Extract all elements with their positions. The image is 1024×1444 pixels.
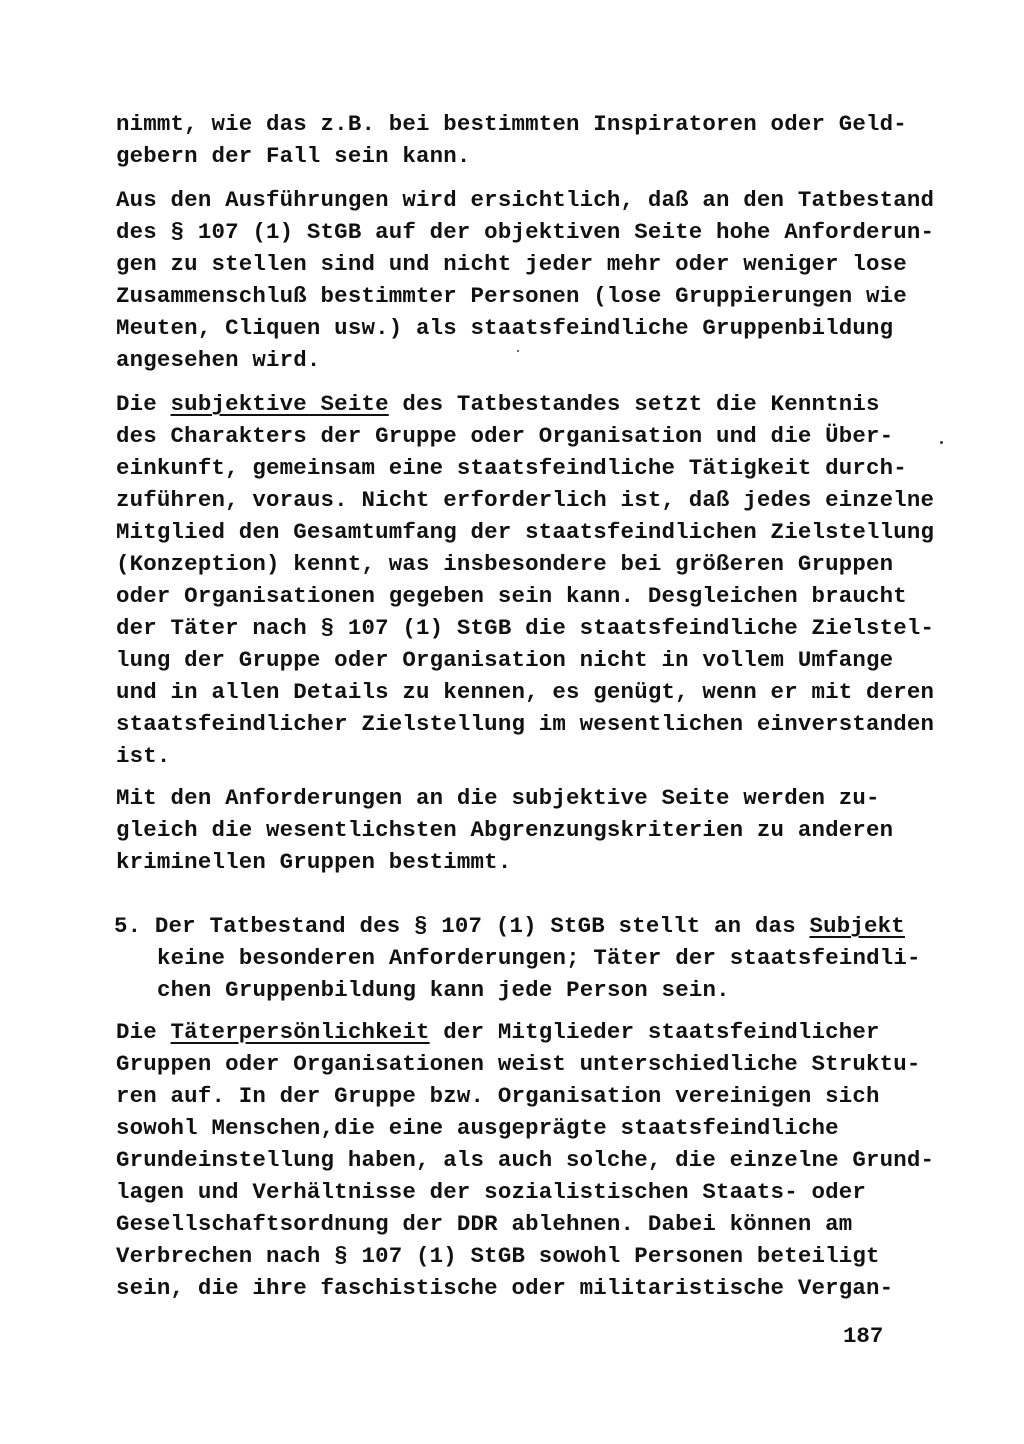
text-line: kriminellen Gruppen bestimmt. — [116, 849, 512, 875]
text-line: gebern der Fall sein kann. — [116, 143, 471, 169]
underlined-term: Subjekt — [809, 913, 905, 939]
text-line: des § 107 (1) StGB auf der objektiven Seite hohe Anforderun- — [116, 219, 935, 245]
page-number: 187 — [843, 1323, 884, 1349]
text-line: zuführen, voraus. Nicht erforderlich ist, daß jedes einzelne — [116, 487, 935, 513]
text-line: Verbrechen nach § 107 (1) StGB sowohl Personen beteiligt — [116, 1243, 880, 1269]
text-line: Gruppen oder Organisationen weist unterschiedliche Struktu- — [116, 1051, 921, 1077]
text-line: lung der Gruppe oder Organisation nicht in vollem Umfange — [116, 647, 894, 673]
underlined-term: Täterpersönlichkeit — [170, 1019, 430, 1045]
text-line: Grundeinstellung haben, als auch solche, die einzelne Grund- — [116, 1147, 935, 1173]
text-line — [116, 388, 880, 420]
text-line: der Täter nach § 107 (1) StGB die staatsfeindliche Zielstel- — [116, 615, 935, 641]
text-line: Mit den Anforderungen an die subjektive Seite werden zu- — [116, 785, 880, 811]
text-line: lagen und Verhältnisse der sozialistischen Staats- oder — [116, 1179, 867, 1205]
text-span: der Mitglieder staatsfeindlicher — [429, 1019, 880, 1045]
text-line: Meuten, Cliquen usw.) als staatsfeindliche Gruppenbildung — [116, 315, 894, 341]
text-line: sowohl Menschen,die eine ausgeprägte staatsfeindliche — [116, 1115, 839, 1141]
text-line: Gesellschaftsordnung der DDR ablehnen. Dabei können am — [116, 1211, 853, 1237]
text-line: Zusammenschluß bestimmter Personen (lose Gruppierungen wie — [116, 283, 907, 309]
text-line: Mitglied den Gesamtumfang der staatsfeindlichen Zielstellung — [116, 519, 935, 545]
text-line: (Konzeption) kennt, was insbesondere bei größeren Gruppen — [116, 551, 894, 577]
text-line: des Charakters der Gruppe oder Organisation und die Über- — [116, 423, 894, 449]
underlined-term: subjektive Seite — [170, 391, 389, 417]
numbered-item-line — [114, 910, 905, 942]
text-span: des Tatbestandes setzt die Kenntnis — [388, 391, 880, 417]
text-line: keine besonderen Anforderungen; Täter der staatsfeindli- — [157, 945, 921, 971]
text-line: einkunft, gemeinsam eine staatsfeindliche Tätigkeit durch- — [116, 455, 907, 481]
text-line: und in allen Details zu kennen, es genügt, wenn er mit deren — [116, 679, 935, 705]
text-line: angesehen wird. — [116, 347, 321, 373]
text-line: chen Gruppenbildung kann jede Person sein. — [157, 977, 730, 1003]
text-line: ren auf. In der Gruppe bzw. Organisation vereinigen sich — [116, 1083, 880, 1109]
text-line: gleich die wesentlichsten Abgrenzungskriterien zu anderen — [116, 817, 894, 843]
text-span: Die — [116, 1019, 171, 1045]
text-line: oder Organisationen gegeben sein kann. Desgleichen braucht — [116, 583, 907, 609]
text-line: ist. — [116, 743, 171, 769]
text-span: 5. Der Tatbestand des § 107 (1) StGB stellt an das — [114, 913, 810, 939]
scan-speck — [940, 441, 943, 444]
text-line: gen zu stellen sind und nicht jeder mehr oder weniger lose — [116, 251, 907, 277]
text-line: sein, die ihre faschistische oder militaristische Vergan- — [116, 1275, 894, 1301]
text-line: nimmt, wie das z.B. bei bestimmten Inspiratoren oder Geld- — [116, 111, 907, 137]
text-line: Aus den Ausführungen wird ersichtlich, daß an den Tatbestand — [116, 187, 935, 213]
text-span: Die — [116, 391, 171, 417]
text-line — [116, 1016, 880, 1048]
text-line: staatsfeindlicher Zielstellung im wesentlichen einverstanden — [116, 711, 935, 737]
scan-speck — [517, 350, 519, 352]
